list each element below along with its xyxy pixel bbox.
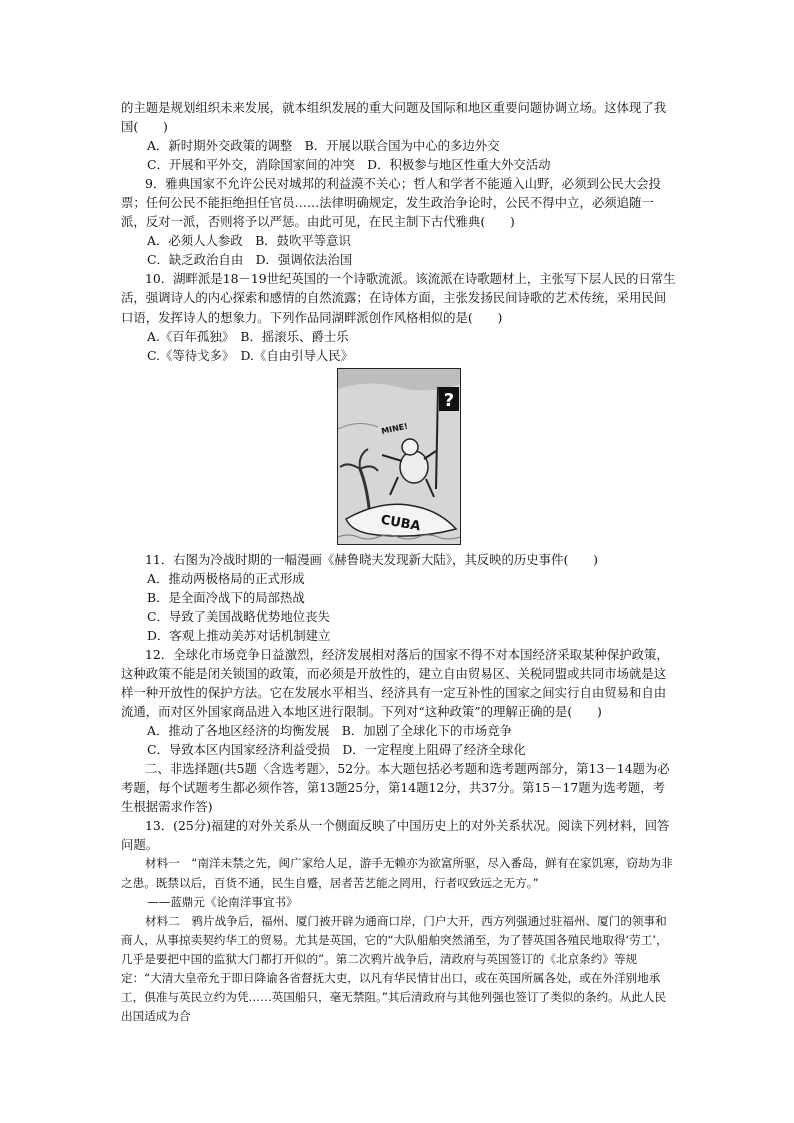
q8-options-cd: C．开展和平外交，消除国家间的冲突 D．积极参与地区性重大外交活动 [147,157,551,173]
khrushchev-cartoon-image [337,368,461,545]
q12-options-cd: C．导致本区内国家经济利益受损 D．一定程度上阻碍了经济全球化 [147,742,526,758]
q13-material-2: 材料二 鸦片战争后，福州、厦门被开辟为通商口岸，门户大开，西方列强通过驻福州、厦门的领事和商人，从事掠卖契约华工的贸易。尤其是英国，它的“大队船舶突然涌至，为了替英国各殖民地取得‘劳工’，几乎是要把中国的监狱大门都打开似的”。第二次鸦片战争后，清政府与英国签订的《北京条约》等规定：“大清大皇帝允于即日降谕各省督抚大吏，以凡有华民情甘出口，或在英国所属各处，或在外洋别地承工，俱准与英民立约为凭……英国船只，毫无禁阻。”其后清政府与其他列强也签订了类似的条约。从此人民出国适成为合 [121,913,668,1024]
q10-options-ab: A.《百年孤独》 B．摇滚乐、爵士乐 [147,328,349,344]
cartoon-container [121,368,677,545]
q12-stem: 12．全球化市场竞争日益激烈，经济发展相对落后的国家不得不对本国经济采取某种保护政策，这种政策不能是闭关锁国的政策，而必须是开放性的，建立自由贸易区、关税同盟或共同市场就是这样一种开放性的保护方法。它在发展水平相当、经济具有一定互补性的国家之间实行自由贸易和自由流通，而对区外国家商品进入本地区进行限制。下列对“这种政策”的理解正确的是( ) [121,646,669,720]
q9-stem: 9．雅典国家不允许公民对城邦的利益漠不关心；哲人和学者不能遁入山野，必须到公民大会投票；任何公民不能拒绝担任官员……法律明确规定，发生政治争论时，公民不得中立，必须追随一派，反对一派，否则将予以严惩。由此可见，在民主制下古代雅典( ) [121,176,661,230]
q11-option-d: D．客观上推动美苏对话机制建立 [147,627,331,643]
q11-option-c: C．导致了美国战略优势地位丧失 [147,608,330,624]
island-cuba-label: CUBA [379,512,422,535]
q8-stem: 的主题是规划组织未来发展，就本组织发展的重大问题及国际和地区重要问题协调立场。这体现了我国( ) [121,100,667,135]
page-content [121,98,677,1026]
q8-options-ab: A．新时期外交政策的调整 B．开展以联合国为中心的多边外交 [147,138,500,154]
speech-mine-text: MINE! [380,421,409,436]
q10-options-cd: C.《等待戈多》 D.《自由引导人民》 [147,347,354,363]
cartoon-drawing [338,369,460,544]
q9-options-cd: C．缺乏政治自由 D．强调依法治国 [147,252,353,268]
q13-material-1: 材料一 “南洋未禁之先，闽广家给人足，游手无赖亦为欲富所驱，尽入番岛，鲜有在家饥寒，窃劫为非之患。既禁以后，百货不通，民生自蹙，居者苦艺能之罔用，行者叹致远之无方。” [121,856,673,890]
flag-question-mark: ? [443,389,455,411]
q10-stem: 10．湖畔派是18－19世纪英国的一个诗歌流派。该流派在诗歌题材上，主张写下层人民的日常生活，强调诗人的内心探索和感情的自然流露；在诗体方面，主张发扬民间诗歌的艺术传统，采用民间口语，发挥诗人的想象力。下列作品同湖畔派创作风格相似的是( ) [121,271,676,325]
section2-heading: 二、非选择题(共5题〈含选考题〉，52分。本大题包括必考题和选考题两部分，第13－14题为必考题，每个试题考生都必须作答，第13题25分，第14题12分，共37分。第15－17题为选考题，考生根据需求作答) [121,761,670,815]
q9-options-ab: A．必须人人参政 B．鼓吹平等意识 [147,233,351,249]
q11-stem: 11．右图为冷战时期的一幅漫画《赫鲁晓夫发现新大陆》，其反映的历史事件( ) [145,551,598,567]
q13-stem: 13．(25分)福建的对外关系从一个侧面反映了中国历史上的对外关系状况。阅读下列材料，回答问题。 [121,818,670,853]
q11-option-a: A．推动两极格局的正式形成 [147,570,305,586]
q12-options-ab: A．推动了各地区经济的均衡发展 B．加剧了全球化下的市场竞争 [147,723,512,739]
q13-material-1-source: ——蓝鼎元《论南洋事宜书》 [147,894,298,909]
q11-option-b: B．是全面冷战下的局部热战 [147,589,305,605]
